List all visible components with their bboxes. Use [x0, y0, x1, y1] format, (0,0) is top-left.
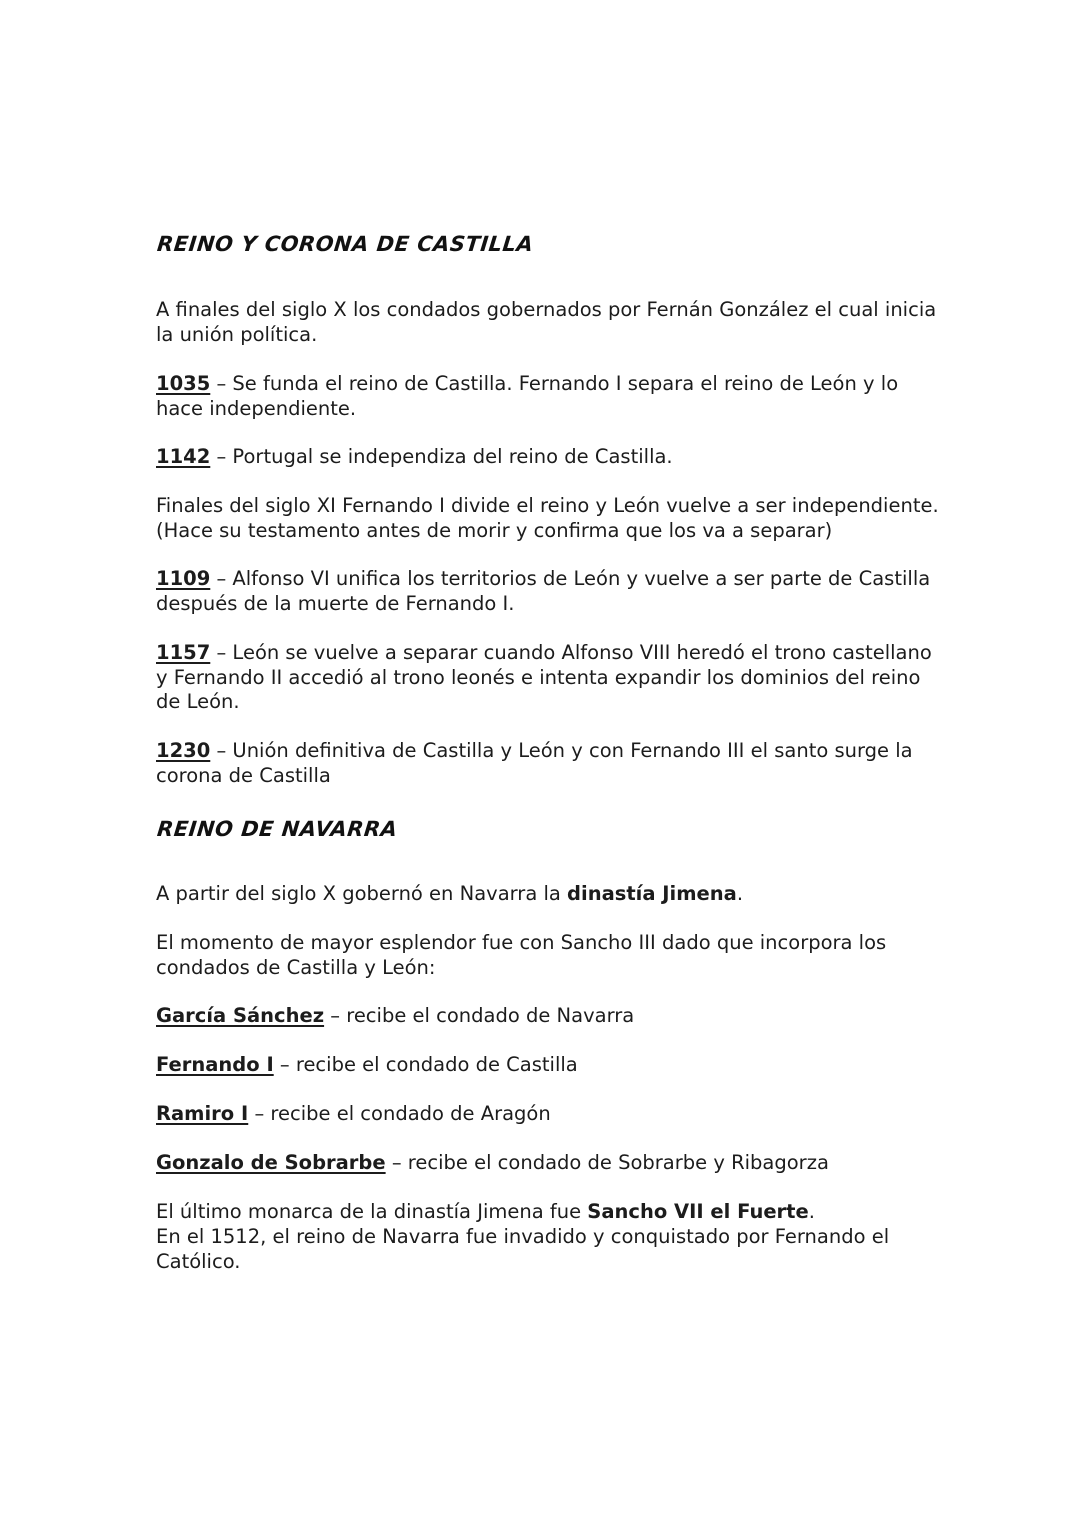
event-1109-text: – Alfonso VI unifica los territorios de León y vuelve a ser parte de Castilla después de la muerte de Fernando I.: [156, 567, 931, 615]
navarra-intro-end: .: [736, 882, 744, 905]
heir-text: – recibe el condado de Navarra: [324, 1004, 635, 1027]
heir-name: García Sánchez: [156, 1004, 325, 1027]
heir-gonzalo-de-sobrarbe: [156, 1151, 946, 1176]
heir-ramiro-i: [156, 1102, 946, 1127]
ultimo-end: .: [808, 1200, 815, 1223]
event-1142-text: – Portugal se independiza del reino de Castilla.: [210, 445, 673, 468]
heir-name: Ramiro I: [156, 1102, 249, 1125]
event-1142: [156, 445, 946, 470]
event-1109: [156, 567, 946, 616]
heir-fernando-i: [156, 1053, 946, 1078]
castilla-intro: A finales del siglo X los condados gobernados por Fernán González el cual inicia la unión política.: [156, 298, 937, 346]
esplendor-paragraph: El momento de mayor esplendor fue con Sancho III dado que incorpora los condados de Castilla y León:: [156, 931, 887, 979]
event-1035-text: – Se funda el reino de Castilla. Fernando I separa el reino de León y lo hace independiente.: [156, 372, 899, 420]
event-1230: [156, 739, 946, 788]
ultimo-text: El último monarca de la dinastía Jimena fue: [156, 1200, 588, 1223]
ultimo-monarca: [156, 1200, 946, 1225]
year-1230: 1230: [156, 739, 211, 762]
conquista-1512: En el 1512, el reino de Navarra fue invadido y conquistado por Fernando el Católico.: [156, 1225, 890, 1273]
event-1035: [156, 372, 946, 421]
heir-name: Gonzalo de Sobrarbe: [156, 1151, 386, 1174]
navarra-intro: [156, 882, 946, 907]
dinastia-jimena: dinastía Jimena: [567, 882, 737, 905]
finales-siglo-xi: Finales del siglo XI Fernando I divide el reino y León vuelve a ser independiente. (Hace su testamento antes de morir y confirma que los va a separar): [156, 494, 939, 542]
navarra-heading: REINO DE NAVARRA: [156, 817, 399, 841]
castilla-heading: REINO Y CORONA DE CASTILLA: [156, 232, 535, 256]
event-1157-text: – León se vuelve a separar cuando Alfonso VIII heredó el trono castellano y Fernando II accedió al trono leonés e intenta expandir los dominios del reino de León.: [156, 641, 932, 713]
event-1230-text: – Unión definitiva de Castilla y León y con Fernando III el santo surge la corona de Castilla: [156, 739, 913, 787]
heir-text: – recibe el condado de Castilla: [273, 1053, 578, 1076]
year-1157: 1157: [156, 641, 211, 664]
year-1142: 1142: [156, 445, 211, 468]
heir-text: – recibe el condado de Sobrarbe y Ribagorza: [385, 1151, 829, 1174]
sancho-vii: Sancho VII el Fuerte: [587, 1200, 809, 1223]
event-1157: [156, 641, 946, 715]
year-1109: 1109: [156, 567, 211, 590]
heir-garcia-sanchez: [156, 1004, 946, 1029]
heir-name: Fernando I: [156, 1053, 274, 1076]
heir-text: – recibe el condado de Aragón: [248, 1102, 551, 1125]
year-1035: 1035: [156, 372, 211, 395]
navarra-intro-text: A partir del siglo X gobernó en Navarra la: [156, 882, 568, 905]
